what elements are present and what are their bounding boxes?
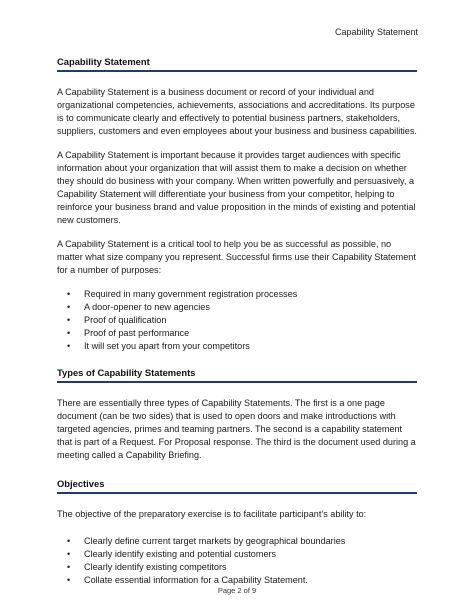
list-item xyxy=(57,301,417,314)
list-item-text: Required in many government registration processes xyxy=(84,289,298,299)
bullet-icon: • xyxy=(67,315,71,325)
paragraph: A Capability Statement is a critical tool to help you be as successful as possible, no matter what size company you represent. Successful firms use their Capability Statement for a number of purposes: xyxy=(57,239,416,275)
list-item xyxy=(57,314,417,327)
paragraph: The objective of the preparatory exercise is to facilitate participant’s ability to: xyxy=(57,509,367,519)
section-capability-statement xyxy=(57,56,417,353)
running-header: Capability Statement xyxy=(334,27,418,37)
paragraph: There are essentially three types of Capability Statements. The first is a one page document (can be two sides) that is used to open doors and make introductions with targeted agencies, primes and teaming partners. The second is a capability statement that is part of a Request. For Proposal response. The third is the document used during a meeting called a Capability Briefing. xyxy=(57,398,416,460)
bullet-icon: • xyxy=(67,302,71,312)
list-item-text: Clearly identify existing and potential customers xyxy=(84,549,277,559)
section-heading: Capability Statement xyxy=(57,56,417,72)
list-item-text: A door-opener to new agencies xyxy=(84,302,210,312)
list-item xyxy=(57,548,417,561)
section-heading: Types of Capability Statements xyxy=(57,367,417,383)
list-item-text: Proof of qualification xyxy=(84,315,167,325)
list-item-text: Clearly identify existing competitors xyxy=(84,562,227,572)
bullet-list xyxy=(57,535,417,587)
bullet-icon: • xyxy=(67,562,71,572)
page-number: Page 2 of 9 xyxy=(217,586,257,595)
list-item-text: Clearly define current target markets by geographical boundaries xyxy=(84,536,346,546)
bullet-icon: • xyxy=(67,328,71,338)
list-item xyxy=(57,327,417,340)
bullet-icon: • xyxy=(67,289,71,299)
list-item-text: Proof of past performance xyxy=(84,328,190,338)
paragraph: A Capability Statement is important because it provides target audiences with specific information about your organization that will assist them to make a decision on whether they should do business with your company. When written powerfully and persuasively, a Capability Statement will differentiate your business from your competitor, helping to reinforce your business brand and value proposition in the minds of existing and potential new customers. xyxy=(57,150,416,225)
paragraph: A Capability Statement is a business document or record of your individual and organizational competencies, achievements, associations and accreditations. Its purpose is to communicate clearly and effectively to potential business partners, stakeholders, suppliers, customers and even employees about your business and business capabilities. xyxy=(57,87,417,136)
bullet-icon: • xyxy=(67,575,71,585)
bullet-icon: • xyxy=(67,536,71,546)
list-item-text: It will set you apart from your competitors xyxy=(84,341,250,351)
bullet-icon: • xyxy=(67,549,71,559)
list-item xyxy=(57,340,417,353)
list-item xyxy=(57,535,417,548)
section-objectives xyxy=(57,478,417,587)
section-heading: Objectives xyxy=(57,478,417,494)
bullet-icon: • xyxy=(67,341,71,351)
section-types xyxy=(57,367,417,462)
list-item xyxy=(57,561,417,574)
list-item-text: Collate essential information for a Capability Statement. xyxy=(84,575,308,585)
list-item xyxy=(57,288,417,301)
page-content xyxy=(57,56,417,601)
bullet-list xyxy=(57,288,417,353)
